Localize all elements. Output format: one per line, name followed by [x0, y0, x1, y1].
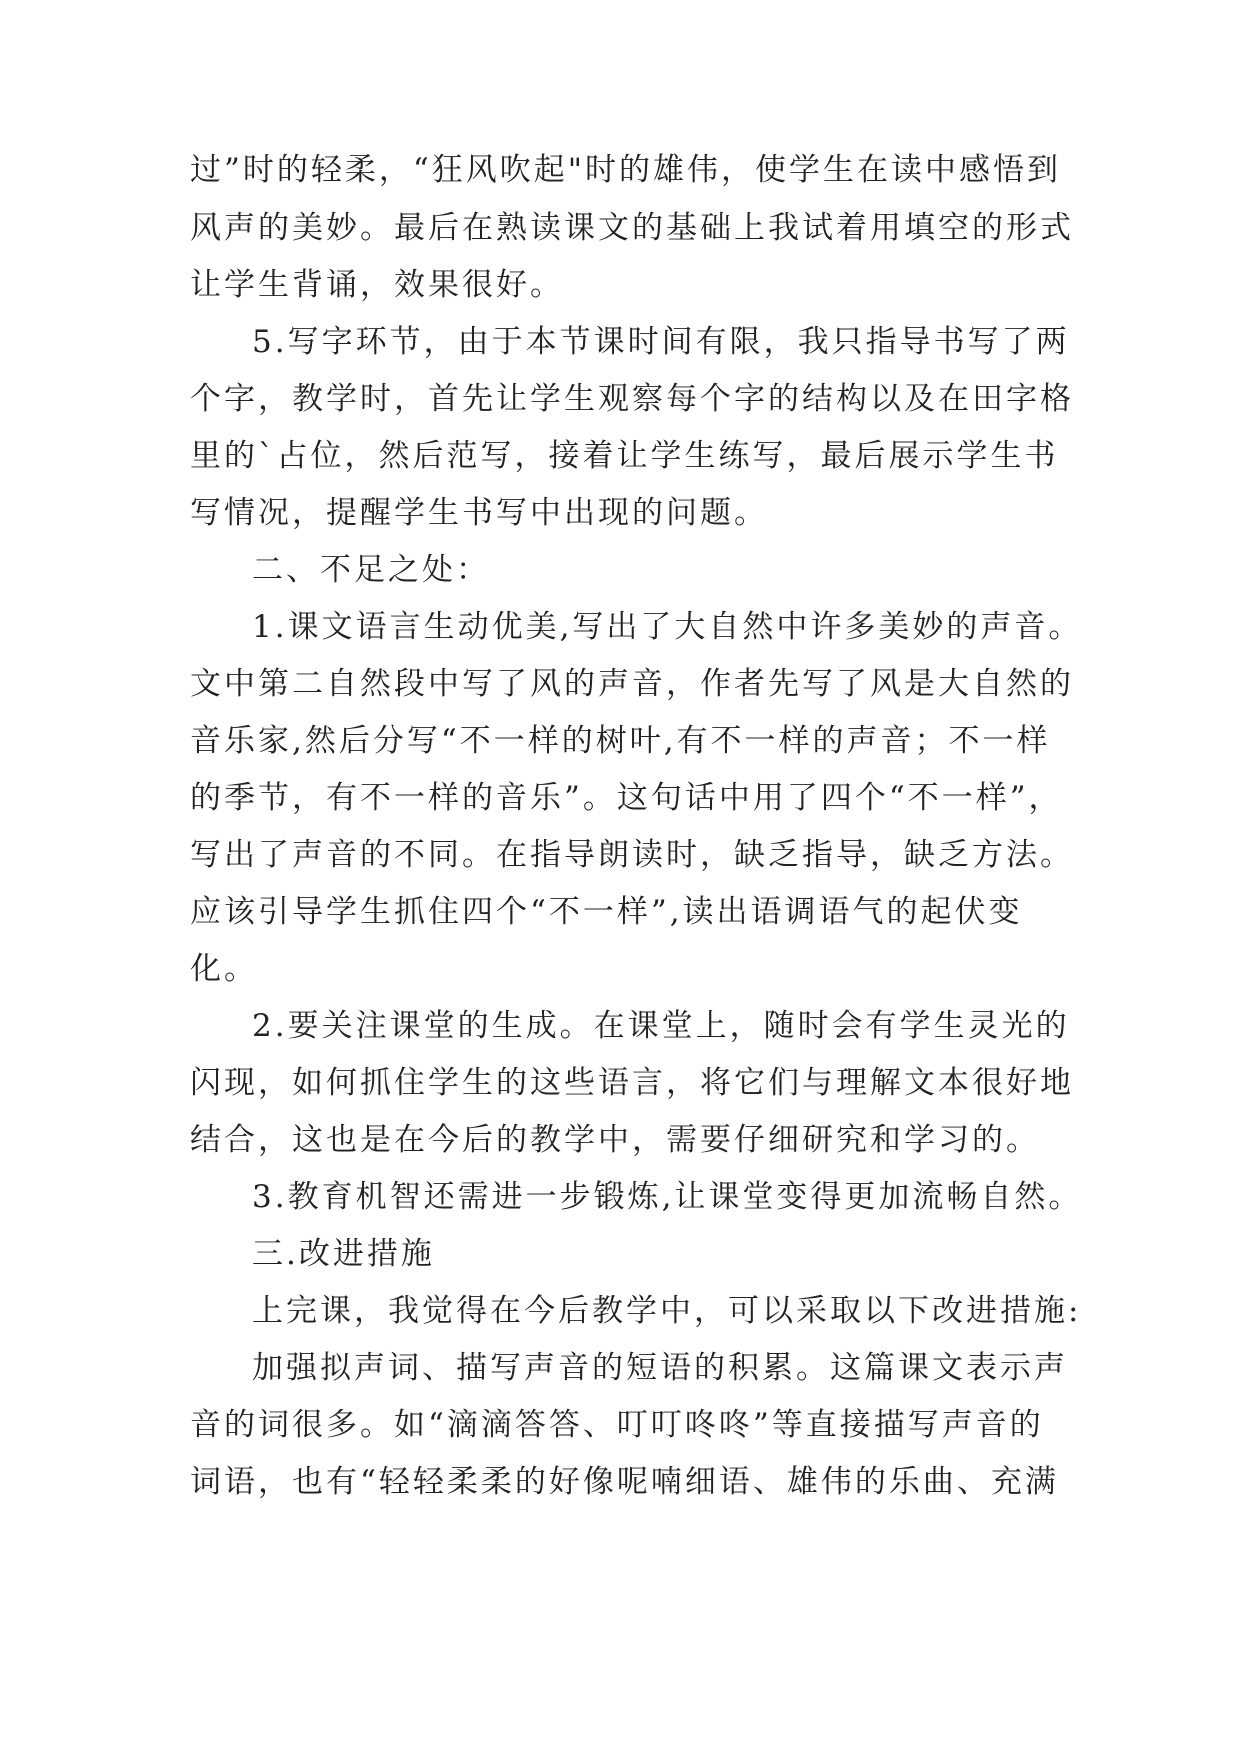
- text-line: 2.要关注课堂的生成。在课堂上，随时会有学生灵光的: [252, 1008, 1070, 1044]
- text-line: 写出了声音的不同。在指导朗读时，缺乏指导，缺乏方法。: [190, 837, 1074, 873]
- text-line: 闪现，如何抓住学生的这些语言，将它们与理解文本很好地: [190, 1065, 1074, 1101]
- text-line: 让学生背诵，效果很好。: [190, 267, 564, 303]
- text-line: 个字，教学时，首先让学生观察每个字的结构以及在田字格: [190, 381, 1074, 417]
- text-line: 过”时的轻柔，“狂风吹起"时的雄伟，使学生在读中感悟到: [190, 152, 1061, 188]
- text-line: 5.写字环节，由于本节课时间有限，我只指导书写了两: [252, 324, 1070, 360]
- text-line: 应该引导学生抓住四个“不一样”,读出语调语气的起伏变: [190, 894, 1023, 930]
- text-line: 1.课文语言生动优美,写出了大自然中许多美妙的声音。: [252, 609, 1083, 645]
- text-line: 加强拟声词、描写声音的短语的积累。这篇课文表示声: [252, 1350, 1068, 1386]
- text-line: 里的`占位，然后范写，接着让学生练写，最后展示学生书: [190, 438, 1059, 474]
- text-line: 3.教育机智还需进一步锻炼,让课堂变得更加流畅自然。: [252, 1179, 1083, 1215]
- text-line: 文中第二自然段中写了风的声音，作者先写了风是大自然的: [190, 666, 1074, 702]
- text-line: 词语，也有“轻轻柔柔的好像呢喃细语、雄伟的乐曲、充满: [190, 1464, 1059, 1500]
- text-line: 化。: [190, 951, 258, 987]
- text-line: 结合，这也是在今后的教学中，需要仔细研究和学习的。: [190, 1122, 1040, 1158]
- section-heading: 三.改进措施: [252, 1236, 435, 1272]
- text-line: 风声的美妙。最后在熟读课文的基础上我试着用填空的形式: [190, 210, 1074, 246]
- text-line: 上完课，我觉得在今后教学中，可以采取以下改进措施:: [252, 1293, 1082, 1329]
- text-line: 音乐家,然后分写“不一样的树叶,有不一样的声音；不一样: [190, 723, 1051, 759]
- text-line: 音的词很多。如“滴滴答答、叮叮咚咚”等直接描写声音的: [190, 1407, 1044, 1443]
- section-heading: 二、不足之处：: [252, 552, 490, 588]
- text-line: 的季节，有不一样的音乐”。这句话中用了四个“不一样”，: [190, 780, 1063, 816]
- text-line: 写情况，提醒学生书写中出现的问题。: [190, 495, 768, 531]
